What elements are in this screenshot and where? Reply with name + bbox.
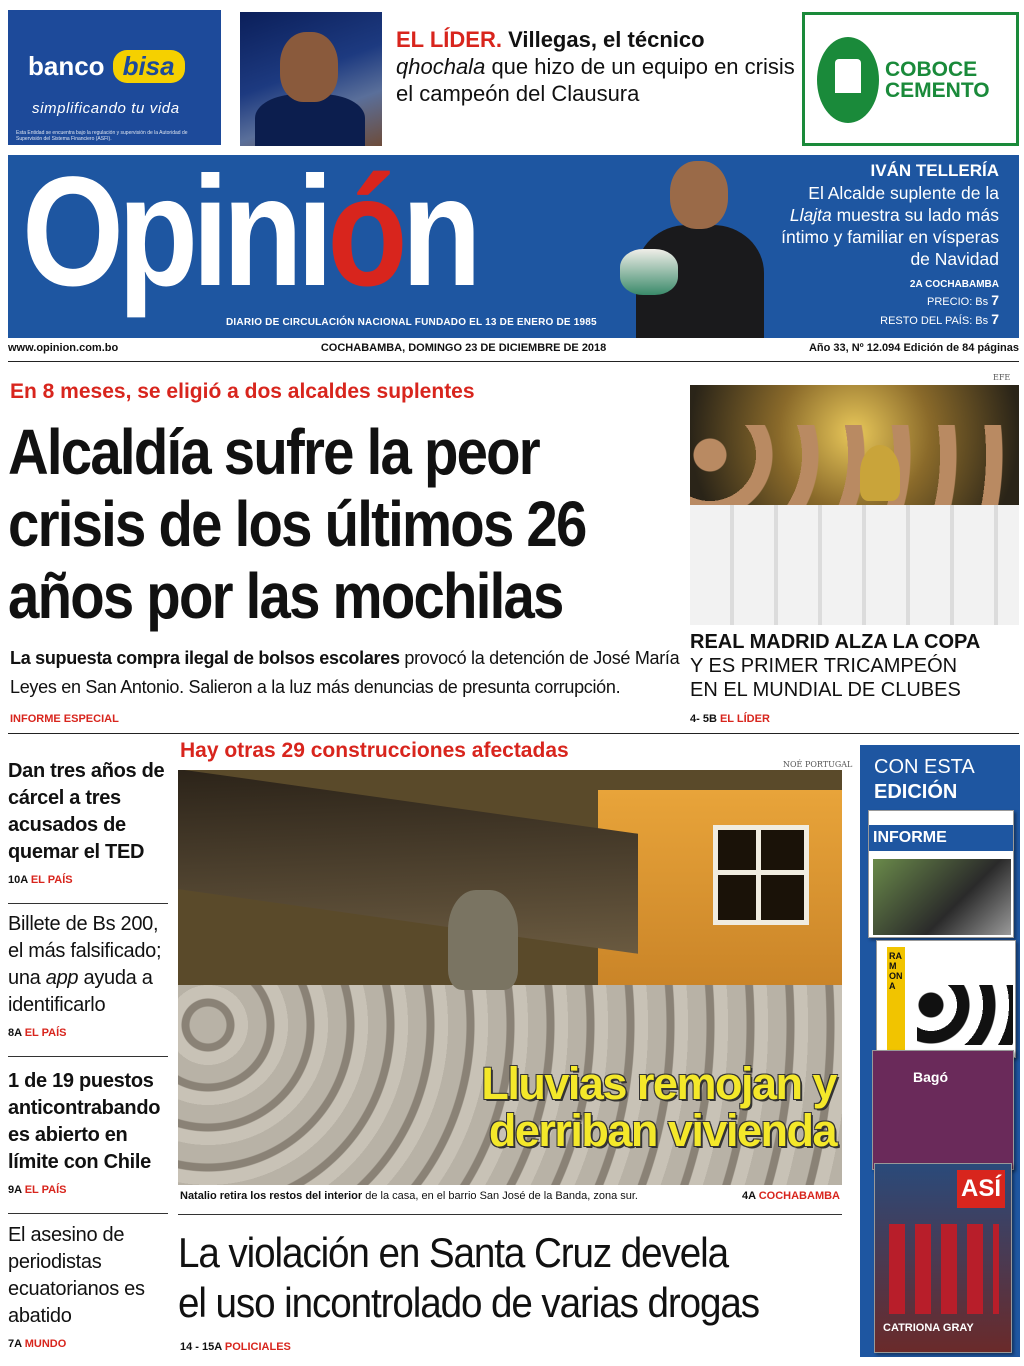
supplement-asi[interactable]: [874, 1163, 1012, 1353]
center-kicker: Hay otras 29 construcciones afectadas: [180, 739, 569, 762]
madrid-section[interactable]: [690, 713, 770, 725]
story-name: IVÁN TELLERÍA: [870, 161, 999, 180]
brief-text: 1 de 19 puestos anticontrabando es abierto en límite con Chile: [8, 1070, 161, 1173]
supplement-informe-title: INFORME: [869, 825, 1013, 851]
price-value: 7: [991, 292, 999, 308]
price-rest-value: 7: [991, 311, 999, 327]
worker-figure: [448, 890, 518, 990]
coach-face: [280, 32, 338, 102]
bank-name-part2: bisa: [113, 50, 185, 83]
supplement-ramona-art: [917, 985, 1013, 1045]
collapsed-roof: [178, 770, 638, 954]
supplement-informe-photo: [873, 859, 1011, 935]
story-text: [779, 182, 999, 270]
supplement-asi-logo: ASÍ: [957, 1170, 1005, 1208]
brief-section-name: EL PAÍS: [24, 1184, 67, 1196]
bottom-headline-line: el uso incontrolado de varias drogas: [178, 1279, 760, 1326]
brief-item[interactable]: [8, 1068, 168, 1196]
story-section: 2A COCHABAMBA: [909, 279, 999, 290]
divider: [8, 733, 1019, 734]
caption-page: 4A: [742, 1190, 756, 1202]
price-label: PRECIO: Bs: [927, 296, 989, 308]
photo-headline-line: Lluvias remojan y: [481, 1058, 836, 1109]
divider: [8, 361, 1019, 362]
lead-section[interactable]: INFORME ESPECIAL: [10, 713, 119, 725]
madrid-section-name: EL LÍDER: [719, 713, 770, 725]
price-line: [779, 292, 999, 311]
window: [713, 825, 809, 925]
price-rest-line: [779, 311, 999, 330]
photo-headline[interactable]: [396, 1060, 836, 1154]
teaser-bold: Villegas, el técnico: [508, 27, 705, 52]
masthead: [8, 155, 1019, 338]
story-text-post: muestra su lado más íntimo y familiar en vísperas de Navidad: [781, 205, 999, 269]
brief-text-post: ayuda a identificarlo: [8, 967, 153, 1016]
caption-text: [180, 1190, 638, 1202]
brief-section-name: EL PAÍS: [24, 1027, 67, 1039]
madrid-page: 4- 5B: [690, 713, 717, 725]
brief-page: 8A: [8, 1027, 22, 1039]
lead-kicker: En 8 meses, se eligió a dos alcaldes suplentes: [10, 380, 475, 403]
madrid-headline-line: Y ES PRIMER TRICAMPEÓN: [690, 655, 958, 677]
bottom-page: 14 - 15A: [180, 1341, 222, 1353]
bank-slogan: simplificando tu vida: [32, 100, 180, 117]
photo-credit: EFE: [993, 373, 1011, 382]
story-text-italic: Llajta: [789, 205, 832, 225]
supplements-rail: [860, 745, 1020, 1357]
divider: [178, 1214, 842, 1215]
supplement-bago-brand: Bagó: [913, 1069, 948, 1085]
supplement-bago[interactable]: [872, 1050, 1014, 1170]
brief-page: 9A: [8, 1184, 22, 1196]
brief-text: Dan tres años de cárcel a tres acusados de quemar el TED: [8, 760, 165, 863]
lead-deck: [10, 644, 680, 702]
newspaper-title[interactable]: [22, 155, 476, 317]
supplement-asi-name: CATRIONA GRAY: [883, 1322, 974, 1334]
brief-item[interactable]: [8, 1222, 168, 1350]
trophy-icon: [860, 445, 900, 501]
brief-item[interactable]: [8, 911, 168, 1039]
coboce-line1: COBOCE: [885, 58, 978, 81]
bank-name-part1: banco: [28, 51, 105, 81]
brief-page: 10A: [8, 874, 28, 886]
supplement-ramona[interactable]: [876, 940, 1016, 1058]
lead-deck-bold: La supuesta compra ilegal de bolsos escolares: [10, 648, 400, 668]
coboce-ad[interactable]: [802, 12, 1019, 146]
brief-text-pre: Billete de Bs 200, el más falsificado; una: [8, 913, 162, 989]
caption-section-name: COCHABAMBA: [758, 1190, 840, 1202]
top-teaser[interactable]: [396, 26, 796, 107]
rail-title-line2: EDICIÓN: [874, 781, 958, 803]
brief-section-name: MUNDO: [24, 1338, 67, 1350]
dateline: [8, 342, 1019, 358]
brief-text-italic: app: [45, 967, 79, 989]
coboce-logo-icon: [817, 37, 879, 123]
brief-text: [8, 911, 168, 1019]
teaser-italic: qhochala: [396, 54, 486, 79]
bank-logo: [28, 50, 185, 83]
coboce-line2: CEMENTO: [885, 79, 990, 102]
brief-page: 7A: [8, 1338, 22, 1350]
banco-bisa-ad[interactable]: [8, 10, 221, 145]
teaser-rest: que hizo de un equipo en crisis el campeón del Clausura: [396, 54, 795, 106]
title-accent: ó: [327, 155, 402, 319]
issue-date: COCHABAMBA, DOMINGO 23 DE DICIEMBRE DE 2018: [320, 342, 607, 354]
brief-section: [8, 1338, 168, 1350]
title-end: n: [401, 155, 476, 319]
rail-title-line1: CON ESTA: [874, 756, 975, 778]
brief-item[interactable]: [8, 758, 168, 886]
collapsed-house-photo[interactable]: [178, 770, 842, 1185]
teaser-kicker: EL LÍDER.: [396, 27, 502, 52]
lead-headline[interactable]: [8, 416, 603, 632]
caption-bold: Natalio retira los restos del interior: [180, 1190, 363, 1202]
supplement-ramona-title: RAMONA: [889, 951, 903, 991]
caption-rest: de la casa, en el barrio San José de la Banda, zona sur.: [365, 1190, 638, 1202]
photo-headline-line: derriban vivienda: [488, 1105, 836, 1156]
madrid-headline-line: EN EL MUNDIAL DE CLUBES: [690, 679, 961, 701]
brief-section: [8, 1027, 168, 1039]
brief-section-name: EL PAÍS: [30, 874, 73, 886]
players-shirts: [690, 505, 1019, 625]
divider: [8, 1056, 168, 1057]
bottom-headline-line: La violación en Santa Cruz devela: [178, 1229, 728, 1276]
photo-credit: NOÉ PORTUGAL: [783, 760, 853, 769]
bottom-headline[interactable]: [178, 1228, 789, 1328]
mayor-head: [670, 161, 728, 229]
madrid-headline-bold: REAL MADRID ALZA LA COPA: [690, 631, 981, 653]
edition-info: Año 33, Nº 12.094 Edición de 84 páginas: [808, 342, 1019, 354]
supplement-asi-figures: [889, 1224, 999, 1314]
website-link[interactable]: www.opinion.com.bo: [8, 342, 119, 354]
divider: [8, 1213, 168, 1214]
supplement-informe[interactable]: [868, 810, 1014, 938]
brief-section: [8, 874, 168, 886]
coboce-name: [885, 59, 990, 101]
mayor-photo[interactable]: [608, 155, 783, 338]
rail-title: [874, 755, 975, 805]
price-rest-label: RESTO DEL PAÍS: Bs: [880, 315, 989, 327]
brief-text: El asesino de periodistas ecuatorianos es abatido: [8, 1224, 145, 1327]
real-madrid-photo[interactable]: [690, 385, 1019, 625]
lead-deck-rest: provocó la detención de José María Leyes en San Antonio. Salieron a la luz más denuncias de presunta corrupción.: [10, 648, 680, 697]
statue-figure: [620, 249, 678, 295]
coach-photo[interactable]: [240, 12, 382, 146]
story-text-pre: El Alcalde suplente de la: [808, 183, 999, 203]
madrid-headline[interactable]: [690, 630, 1020, 702]
brief-section: [8, 1184, 168, 1196]
photo-caption: [180, 1190, 840, 1202]
lead-headline-line: crisis de los últimos 26: [8, 488, 586, 560]
masthead-story[interactable]: [779, 160, 999, 330]
lead-headline-line: años por las mochilas: [8, 560, 563, 632]
masthead-motto: DIARIO DE CIRCULACIÓN NACIONAL FUNDADO EL 13 DE ENERO DE 1985: [226, 317, 597, 328]
divider: [8, 903, 168, 904]
bottom-section[interactable]: [180, 1341, 291, 1353]
bank-fine-print: Esta Entidad se encuentra bajo la regulación y supervisión de la Autoridad de Supervisión del Sistema Financiero (ASFI).: [16, 130, 188, 142]
caption-section[interactable]: [742, 1190, 840, 1202]
lead-headline-line: Alcaldía sufre la peor: [8, 416, 539, 488]
bottom-section-name: POLICIALES: [224, 1341, 291, 1353]
title-start: Opini: [22, 155, 328, 319]
